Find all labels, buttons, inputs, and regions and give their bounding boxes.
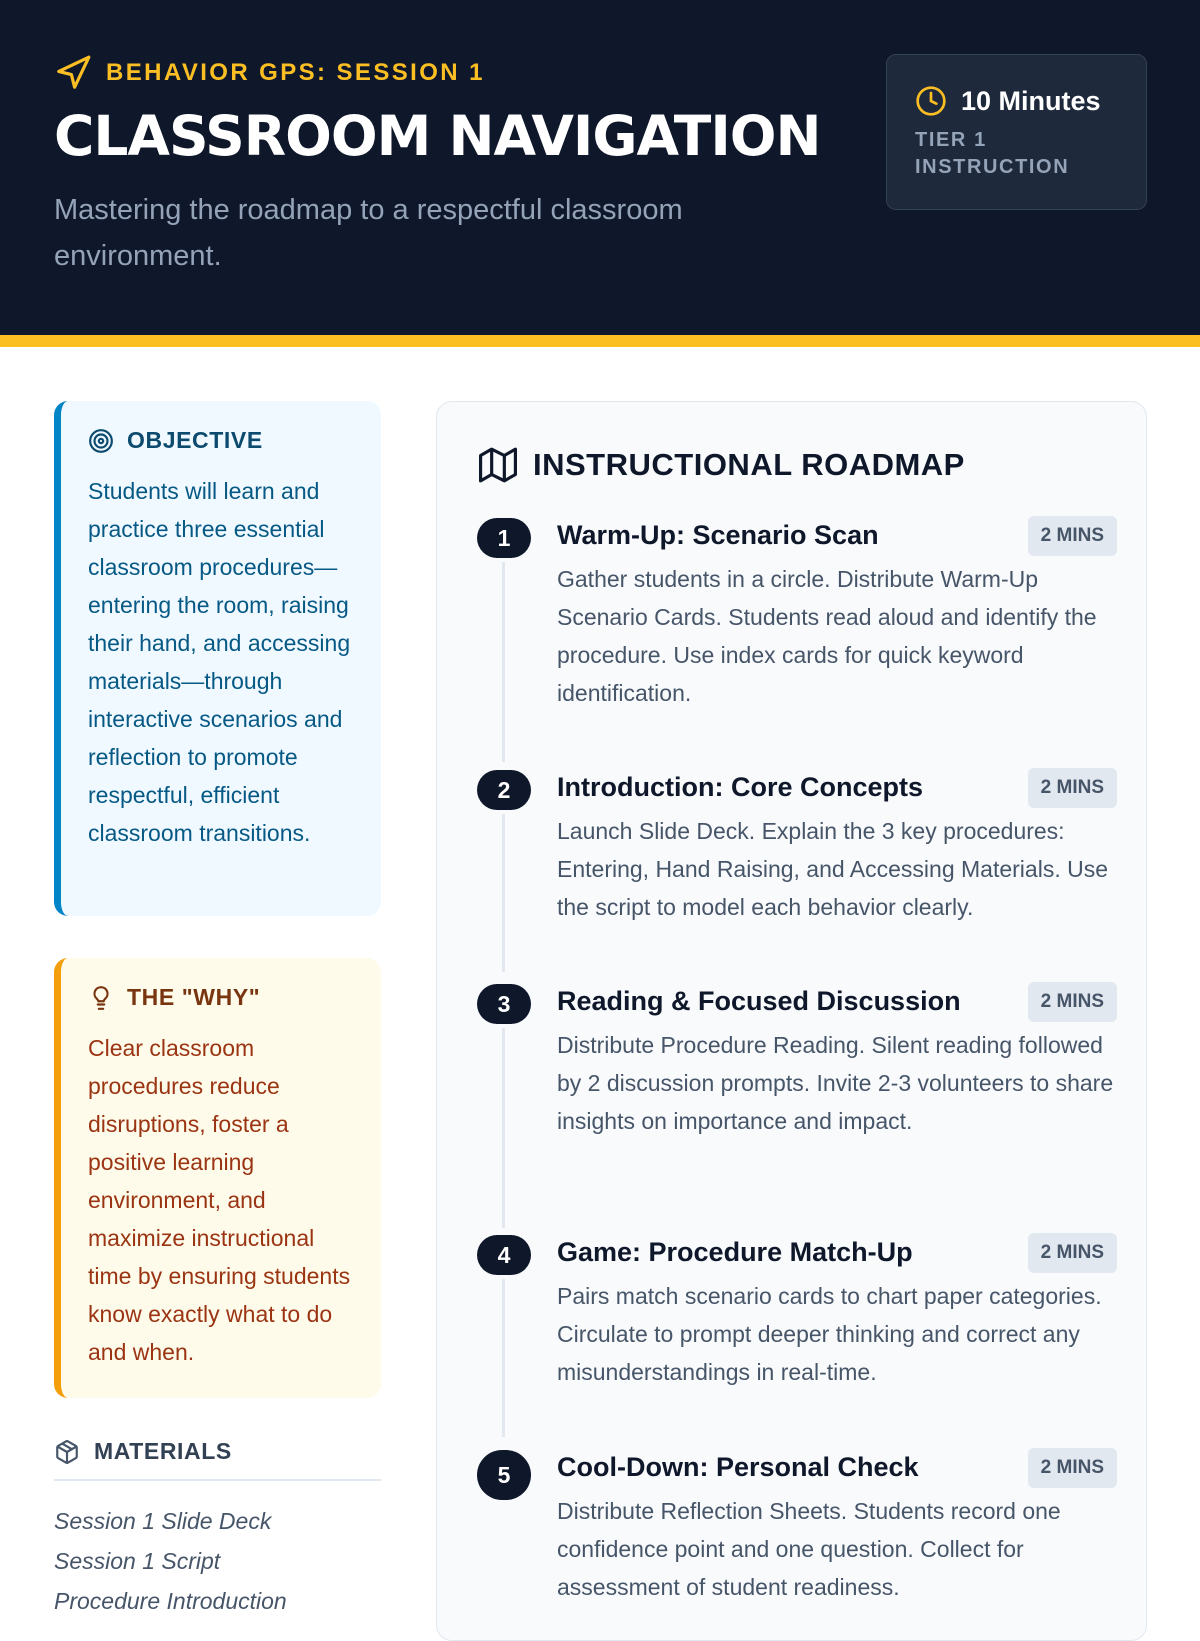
step-connector [502,1279,505,1437]
step-number: 3 [477,984,531,1024]
step-title: Game: Procedure Match-Up [557,1237,913,1267]
map-icon [479,446,517,484]
step-duration-badge: 2 MINS [1028,982,1117,1022]
page-subtitle: Mastering the roadmap to a respectful classroom environment. [54,194,683,272]
step-duration-badge: 2 MINS [1028,516,1117,556]
step-connector [502,1028,505,1228]
step-description: Distribute Reflection Sheets. Students record one confidence point and one question. Collect for assessment of student readiness. [557,1498,1061,1600]
step-connector [502,562,505,762]
session-label: BEHAVIOR GPS: SESSION 1 [106,59,485,86]
why-text: Clear classroom procedures reduce disruptions, foster a positive learning environment, and maximize instructional time by ensuring students know exactly what to do and when. [88,1035,351,1365]
accent-divider [0,335,1200,347]
duration-value: 10 Minutes [961,85,1101,116]
step-title: Warm-Up: Scenario Scan [557,520,879,550]
tier-label: TIER 1 INSTRUCTION [915,129,1070,178]
navigation-arrow-icon [54,54,92,92]
materials-heading: MATERIALS [94,1438,232,1464]
step-description: Launch Slide Deck. Explain the 3 key procedures: Entering, Hand Raising, and Accessing Materials. Use the script to model each behavior clearly. [557,818,1109,920]
objective-heading: OBJECTIVE [127,427,263,453]
step-duration-badge: 2 MINS [1028,768,1117,808]
step-description: Gather students in a circle. Distribute Warm-Up Scenario Cards. Students read aloud and identify the procedure. Use index cards for quick keyword identification. [557,566,1097,706]
objective-text: Students will learn and practice three essential classroom procedures—entering the room, raising their hand, and accessing materials—through interactive scenarios and reflection to promote respectful, efficient classroom transitions. [88,478,351,846]
step-title: Introduction: Core Concepts [557,772,923,802]
instructional-roadmap [436,401,1147,1641]
objective-card [54,401,381,916]
lightbulb-icon [88,985,114,1011]
page-title: CLASSROOM NAVIGATION [54,104,821,168]
materials-list [54,1501,381,1621]
step-duration-badge: 2 MINS [1028,1448,1117,1488]
material-item: Procedure Introduction [54,1588,287,1614]
why-card [54,958,381,1398]
target-icon [88,428,114,454]
step-number: 1 [477,518,531,558]
hero-header [0,0,1200,335]
step-title: Cool-Down: Personal Check [557,1452,919,1482]
clock-icon [915,85,947,117]
step-description: Distribute Procedure Reading. Silent reading followed by 2 discussion prompts. Invite 2-3 volunteers to share insights on importance and impact. [557,1032,1114,1134]
material-item: Session 1 Script [54,1548,221,1574]
step-number: 2 [477,770,531,810]
package-icon [54,1439,80,1465]
step-title: Reading & Focused Discussion [557,986,961,1016]
step-number: 4 [477,1235,531,1275]
materials-section [54,1438,381,1621]
session-eyebrow [54,54,485,92]
step-connector [502,814,505,972]
step-description: Pairs match scenario cards to chart paper categories. Circulate to prompt deeper thinking and correct any misunderstandings in real-time. [557,1283,1102,1385]
why-heading: THE "WHY" [127,984,261,1010]
roadmap-heading: INSTRUCTIONAL ROADMAP [533,447,965,482]
step-duration-badge: 2 MINS [1028,1233,1117,1273]
step-number: 5 [477,1450,531,1500]
material-item: Session 1 Slide Deck [54,1508,272,1534]
duration-card [886,54,1147,210]
